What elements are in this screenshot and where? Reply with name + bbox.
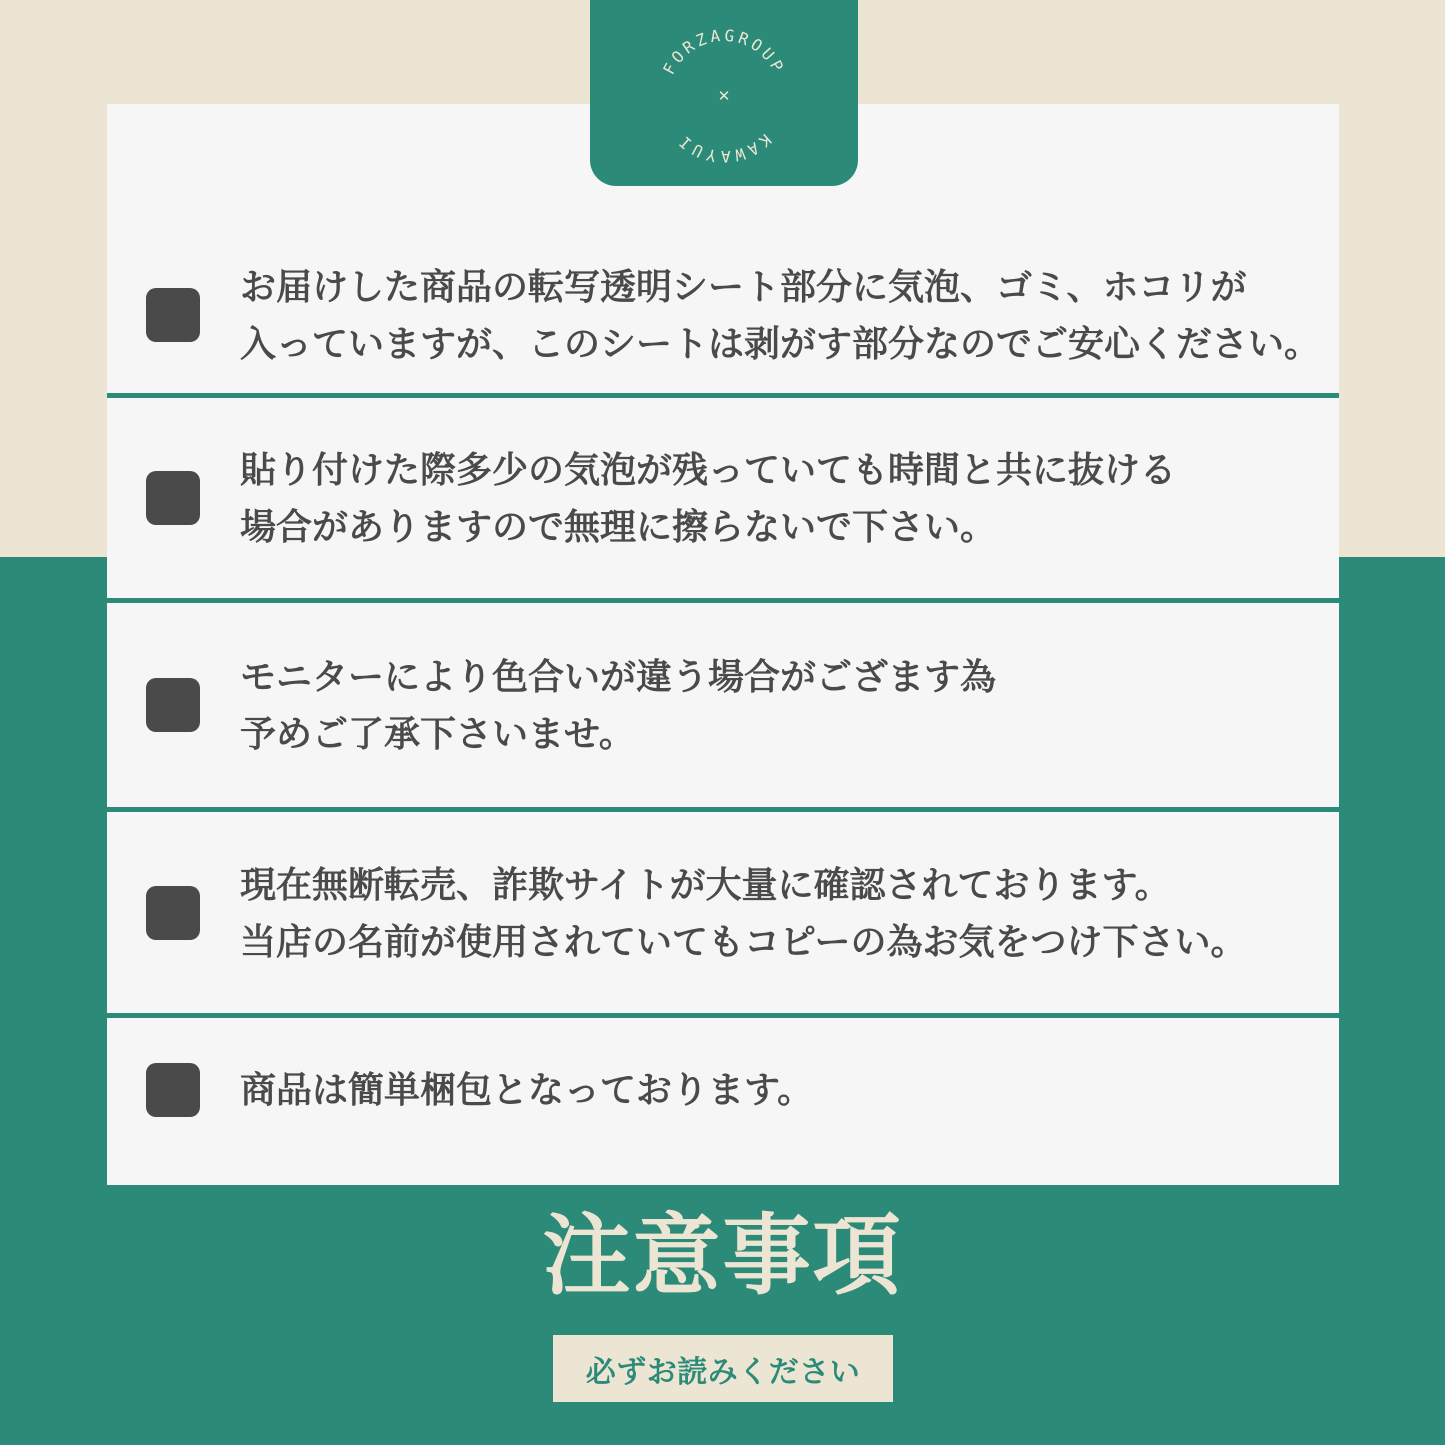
notice-line: お届けした商品の転写透明シート部分に気泡、ゴミ、ホコリが (240, 265, 1247, 307)
notice-line: 貼り付けた際多少の気泡が残っていても時間と共に抜ける (240, 449, 1177, 490)
page-title: 注意事項 (542, 1206, 903, 1305)
notice-item-simple-packaging (107, 1018, 1339, 1185)
notice-text (240, 258, 1320, 372)
notice-text (240, 648, 996, 762)
brand-logo-icon (638, 6, 810, 182)
checkbox-icon (146, 886, 200, 940)
notice-line: 入っていますが、このシートは剥がす部分なのでご安心ください。 (240, 322, 1321, 364)
logo-x-icon: ✕ (717, 87, 731, 105)
checkbox-icon (146, 1063, 200, 1117)
notice-text (240, 441, 1176, 555)
must-read-banner (553, 1335, 893, 1402)
notice-item-fraud-warning (107, 812, 1339, 1013)
notice-line: 当店の名前が使用されていてもコピーの為お気をつけ下さい。 (240, 920, 1247, 962)
notice-line: 現在無断転売、詐欺サイトが大量に確認されております。 (240, 863, 1171, 905)
notice-text (240, 856, 1247, 970)
logo-text-top: FORZAGROUP (659, 25, 789, 78)
notice-line: 場合がありますので無理に擦らないで下さい。 (240, 506, 997, 547)
notice-text (240, 1061, 813, 1118)
notice-item-air-bubbles (107, 398, 1339, 598)
logo-text-bottom: KAWAYUI (673, 130, 775, 166)
notice-list (107, 104, 1339, 1185)
notice-line: 予めご了承下さいませ。 (240, 713, 635, 754)
svg-text:FORZAGROUP (659, 26, 789, 78)
svg-text:KAWAYUI (673, 130, 775, 166)
notice-line: モニターにより色合いが違う場合がござます為 (240, 656, 997, 697)
checkbox-icon (146, 678, 200, 732)
notice-item-monitor-color (107, 603, 1339, 807)
must-read-text: 必ずお読みください (585, 1355, 861, 1389)
checkbox-icon (146, 471, 200, 525)
checkbox-icon (146, 288, 200, 342)
brand-badge (590, 0, 858, 186)
notice-line: 商品は簡単梱包となっております。 (240, 1069, 814, 1110)
